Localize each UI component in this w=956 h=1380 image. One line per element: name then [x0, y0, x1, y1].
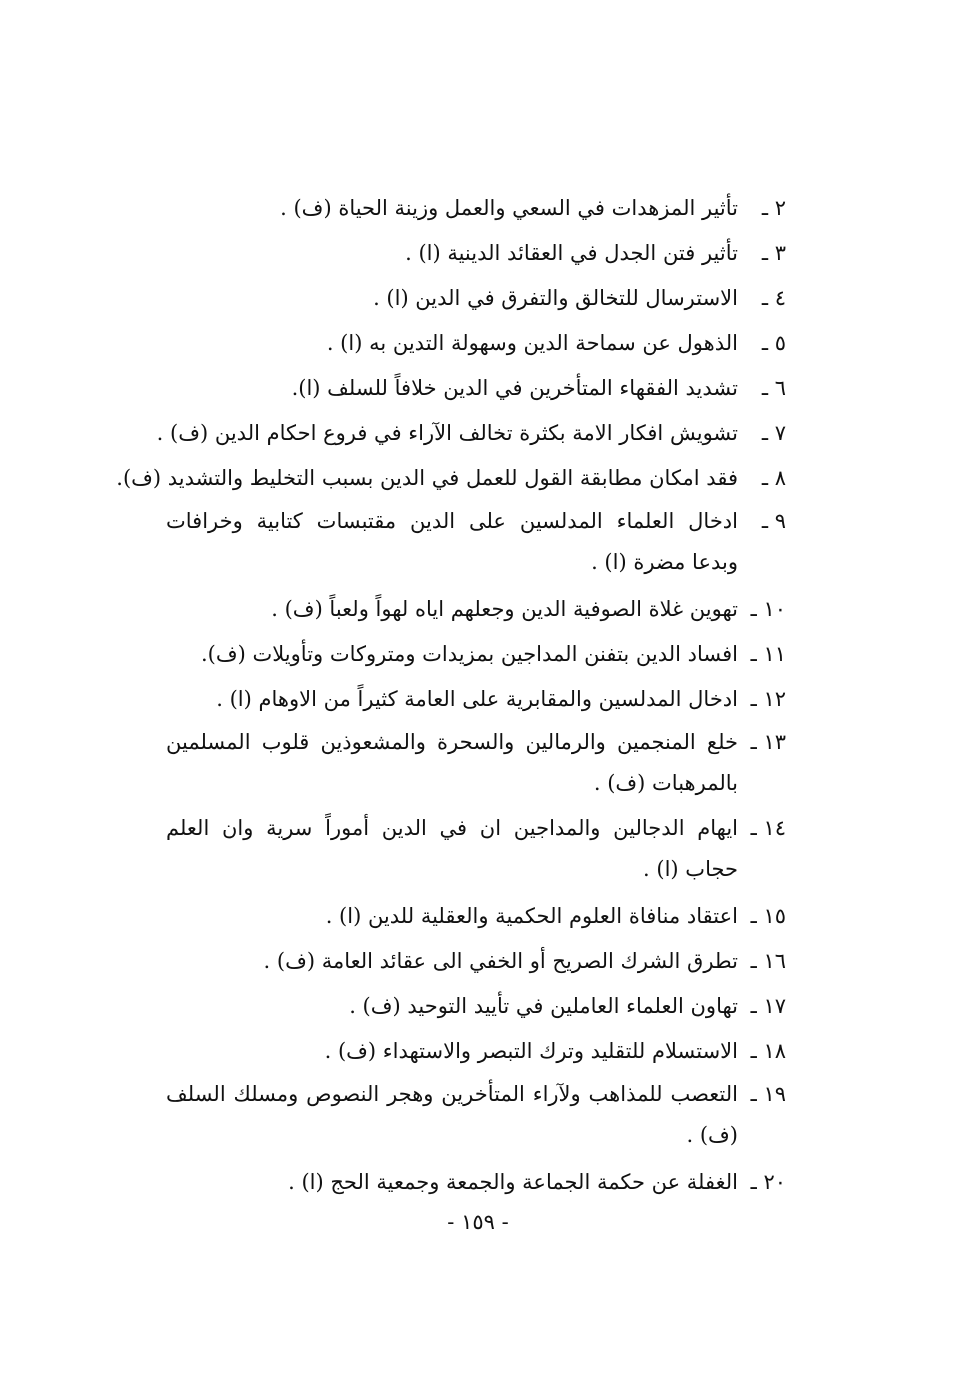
list-item [166, 321, 786, 366]
item-text: تأثير المزهدات في السعي والعمل وزينة الحياة (ف) . [280, 196, 738, 220]
item-text: تشويش افكار الامة بكثرة تخالف الآراء في فروع احكام الدين (ف) . [156, 421, 738, 445]
item-number: ١٢ ـ [750, 687, 786, 711]
item-text: فقد امكان مطابقة القول للعمل في الدين بسبب التخليط والتشديد (ف). [116, 466, 738, 490]
item-number: ٥ ـ [761, 331, 786, 355]
list-item [166, 632, 786, 677]
list-item [166, 894, 786, 939]
item-text: ادخال العلماء المدلسين على الدين مقتبسات كتابية وخرافات وبدعا مضرة (ا) . [166, 509, 738, 574]
list-item [166, 722, 786, 804]
list-item [166, 677, 786, 722]
list-item [166, 808, 786, 890]
item-number: ٤ ـ [761, 286, 786, 310]
item-text: الاستسلام للتقليد وترك التبصر والاستهداء (ف) . [324, 1039, 738, 1063]
item-text: تهوين غلاة الصوفية الدين وجعلهم اياه لهواً ولعباً (ف) . [271, 597, 738, 621]
item-number: ١١ ـ [750, 642, 786, 666]
item-number: ١٧ ـ [750, 994, 786, 1018]
list-item [116, 456, 786, 501]
list-item [166, 1074, 786, 1156]
item-number: ٦ ـ [761, 376, 786, 400]
item-number: ٢٠ ـ [750, 1170, 786, 1194]
item-number: ١٦ ـ [750, 949, 786, 973]
item-number: ٢ ـ [761, 196, 786, 220]
item-text: التعصب للمذاهب ولآراء المتأخرين وهجر النصوص ومسلك السلف (ف) . [166, 1082, 738, 1147]
item-text: تهاون العلماء العاملين في تأييد التوحيد (ف) . [349, 994, 738, 1018]
causes-list [116, 186, 786, 1205]
item-text: الذهول عن سماحة الدين وسهولة التدين به (ا) . [326, 331, 738, 355]
item-number: ١٠ ـ [750, 597, 786, 621]
item-number: ١٩ ـ [750, 1082, 786, 1106]
item-text: اعتقاد منافاة العلوم الحكمية والعقلية للدين (ا) . [325, 904, 738, 928]
item-text: تطرق الشرك الصريح أو الخفي الى عقائد العامة (ف) . [263, 949, 738, 973]
item-number: ١٨ ـ [750, 1039, 786, 1063]
list-item [166, 366, 786, 411]
item-number: ١٣ ـ [750, 730, 786, 754]
list-item [166, 276, 786, 321]
item-number: ٧ ـ [761, 421, 786, 445]
list-item [166, 501, 786, 583]
item-text: تشديد الفقهاء المتأخرين في الدين خلافاً للسلف (ا). [291, 376, 738, 400]
item-text: ايهام الدجالين والمداجين ان في الدين أموراً سرية وان العلم حجاب (ا) . [166, 816, 738, 881]
item-text: الغفلة عن حكمة الجماعة والجمعة وجمعية الحج (ا) . [288, 1170, 738, 1194]
item-number: ١٥ ـ [750, 904, 786, 928]
list-item [166, 186, 786, 231]
list-item [166, 587, 786, 632]
list-item [166, 984, 786, 1029]
item-text: الاسترسال للتخالق والتفرق في الدين (ا) . [373, 286, 738, 310]
item-number: ١٤ ـ [750, 816, 786, 840]
item-number: ٣ ـ [761, 241, 786, 265]
item-number: ٨ ـ [761, 466, 786, 490]
item-text: خلع المنجمين والرمالين والسحرة والمشعوذين قلوب المسلمين بالمرهبات (ف) . [166, 730, 738, 795]
item-number: ٩ ـ [761, 509, 786, 533]
list-item [166, 1160, 786, 1205]
page-number: - ١٥٩ - [447, 1210, 509, 1234]
list-item [166, 939, 786, 984]
item-text: تأثير فتن الجدل في العقائد الدينية (ا) . [405, 241, 738, 265]
item-text: افساد الدين بتفنن المداجين بمزيدات ومتروكات وتأويلات (ف). [201, 642, 738, 666]
list-item [166, 1029, 786, 1074]
list-item [156, 411, 786, 456]
list-item [166, 231, 786, 276]
item-text: ادخال المدلسين والمقابرية على العامة كثيراً من الاوهام (ا) . [216, 687, 738, 711]
